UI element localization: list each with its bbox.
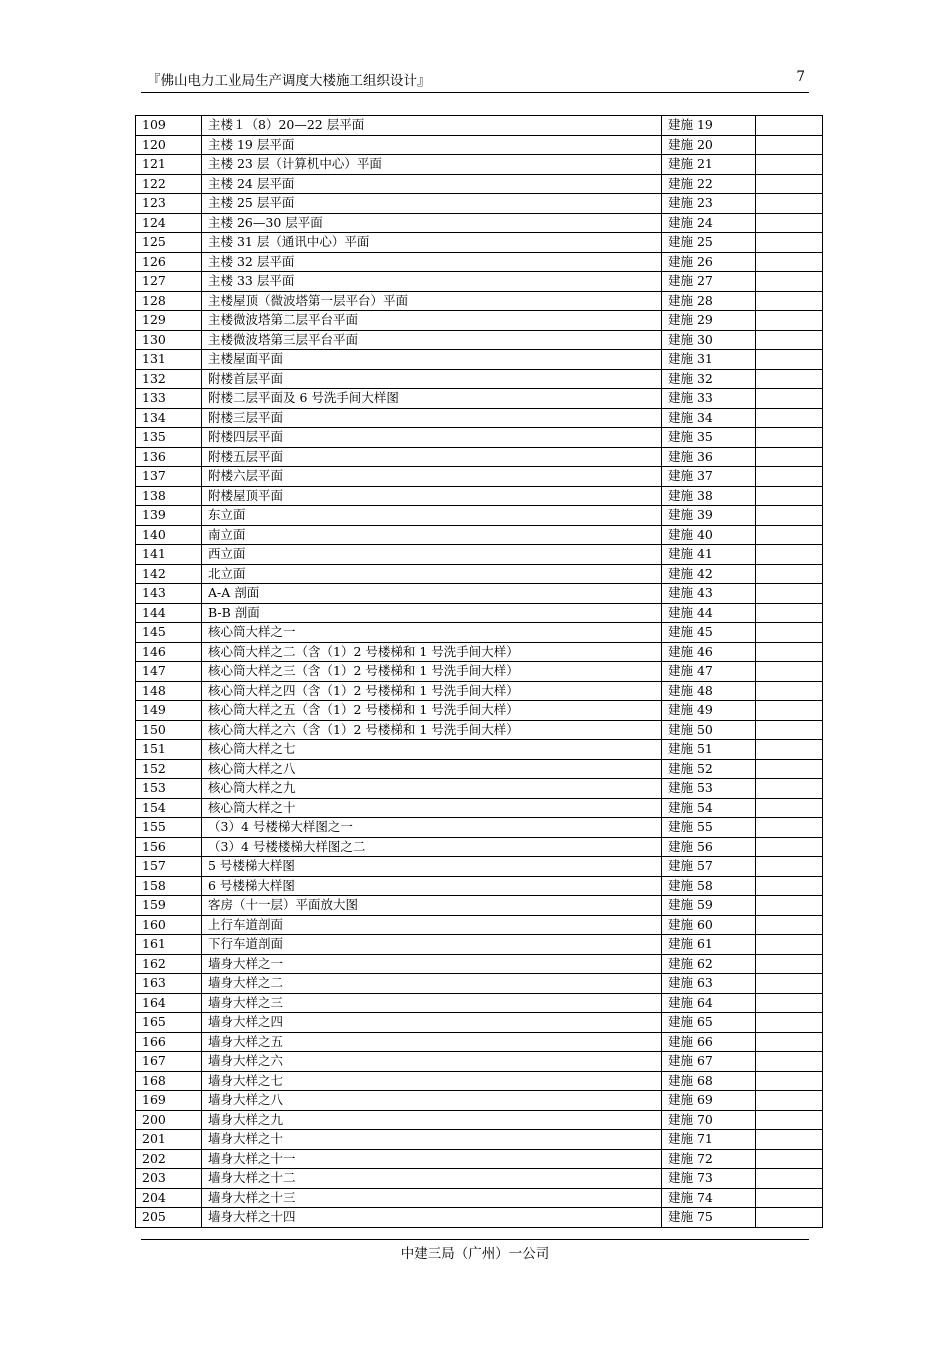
drawing-name-cell: 主楼 26—30 层平面 [202,213,662,233]
remarks-cell [756,896,823,916]
drawing-code-cell: 建施 31 [662,350,756,370]
drawing-code-cell: 建施 26 [662,252,756,272]
drawing-name-cell: A-A 剖面 [202,584,662,604]
remarks-cell [756,915,823,935]
drawing-name-cell: 附楼屋顶平面 [202,486,662,506]
table-row [136,174,823,194]
row-number-cell: 128 [136,291,202,311]
drawing-name-cell: 附楼二层平面及 6 号洗手间大样图 [202,389,662,409]
table-row [136,584,823,604]
remarks-cell [756,428,823,448]
remarks-cell [756,174,823,194]
row-number-cell: 203 [136,1169,202,1189]
table-row [136,681,823,701]
drawing-name-cell: 客房（十一层）平面放大图 [202,896,662,916]
drawing-code-cell: 建施 61 [662,935,756,955]
row-number-cell: 138 [136,486,202,506]
row-number-cell: 145 [136,623,202,643]
drawing-name-cell: 附楼三层平面 [202,408,662,428]
remarks-cell [756,291,823,311]
drawing-code-cell: 建施 67 [662,1052,756,1072]
drawing-code-cell: 建施 45 [662,623,756,643]
table-row [136,525,823,545]
remarks-cell [756,1149,823,1169]
row-number-cell: 161 [136,935,202,955]
table-row [136,272,823,292]
table-row [136,759,823,779]
drawing-code-cell: 建施 71 [662,1130,756,1150]
drawing-code-cell: 建施 51 [662,740,756,760]
row-number-cell: 202 [136,1149,202,1169]
table-row [136,1032,823,1052]
drawing-code-cell: 建施 48 [662,681,756,701]
remarks-cell [756,1169,823,1189]
drawing-name-cell: 核心筒大样之五（含（1）2 号楼梯和 1 号洗手间大样） [202,701,662,721]
drawing-code-cell: 建施 49 [662,701,756,721]
remarks-cell [756,662,823,682]
drawing-code-cell: 建施 33 [662,389,756,409]
row-number-cell: 139 [136,506,202,526]
drawing-name-cell: 墙身大样之四 [202,1013,662,1033]
row-number-cell: 136 [136,447,202,467]
row-number-cell: 156 [136,837,202,857]
remarks-cell [756,1188,823,1208]
row-number-cell: 123 [136,194,202,214]
row-number-cell: 121 [136,155,202,175]
drawing-name-cell: 核心筒大样之七 [202,740,662,760]
table-row [136,447,823,467]
drawing-code-cell: 建施 21 [662,155,756,175]
row-number-cell: 157 [136,857,202,877]
remarks-cell [756,233,823,253]
table-row [136,818,823,838]
drawing-name-cell: 主楼微波塔第三层平台平面 [202,330,662,350]
table-row [136,1130,823,1150]
drawing-code-cell: 建施 29 [662,311,756,331]
drawing-code-cell: 建施 59 [662,896,756,916]
drawing-code-cell: 建施 57 [662,857,756,877]
row-number-cell: 162 [136,954,202,974]
drawing-code-cell: 建施 38 [662,486,756,506]
drawing-name-cell: 附楼六层平面 [202,467,662,487]
drawing-code-cell: 建施 47 [662,662,756,682]
drawing-code-cell: 建施 28 [662,291,756,311]
remarks-cell [756,1071,823,1091]
drawing-name-cell: 墙身大样之十 [202,1130,662,1150]
table-row [136,740,823,760]
drawing-name-cell: （3）4 号楼梯大样图之一 [202,818,662,838]
drawing-name-cell: 主楼 32 层平面 [202,252,662,272]
drawing-code-cell: 建施 66 [662,1032,756,1052]
table-row [136,252,823,272]
row-number-cell: 141 [136,545,202,565]
drawing-code-cell: 建施 23 [662,194,756,214]
drawing-name-cell: 核心筒大样之十 [202,798,662,818]
row-number-cell: 148 [136,681,202,701]
table-row [136,486,823,506]
row-number-cell: 125 [136,233,202,253]
drawing-code-cell: 建施 20 [662,135,756,155]
table-row [136,408,823,428]
drawing-code-cell: 建施 69 [662,1091,756,1111]
remarks-cell [756,213,823,233]
drawing-name-cell: 墙身大样之五 [202,1032,662,1052]
remarks-cell [756,642,823,662]
row-number-cell: 152 [136,759,202,779]
row-number-cell: 201 [136,1130,202,1150]
drawing-code-cell: 建施 56 [662,837,756,857]
row-number-cell: 159 [136,896,202,916]
remarks-cell [756,194,823,214]
remarks-cell [756,740,823,760]
drawing-name-cell: 主楼１（8）20—22 层平面 [202,116,662,136]
row-number-cell: 137 [136,467,202,487]
remarks-cell [756,506,823,526]
drawing-code-cell: 建施 53 [662,779,756,799]
table-row [136,1110,823,1130]
drawing-name-cell: 主楼 31 层（通讯中心）平面 [202,233,662,253]
drawing-code-cell: 建施 55 [662,818,756,838]
table-row [136,720,823,740]
row-number-cell: 109 [136,116,202,136]
drawing-name-cell: 主楼 33 层平面 [202,272,662,292]
remarks-cell [756,701,823,721]
remarks-cell [756,603,823,623]
remarks-cell [756,779,823,799]
table-row [136,857,823,877]
row-number-cell: 126 [136,252,202,272]
remarks-cell [756,720,823,740]
drawing-name-cell: 主楼屋顶（微波塔第一层平台）平面 [202,291,662,311]
remarks-cell [756,369,823,389]
remarks-cell [756,330,823,350]
table-row [136,954,823,974]
table-row [136,330,823,350]
drawing-list-table [135,115,823,1228]
drawing-code-cell: 建施 30 [662,330,756,350]
drawing-list-body [136,116,823,1228]
drawing-name-cell: 核心筒大样之四（含（1）2 号楼梯和 1 号洗手间大样） [202,681,662,701]
drawing-name-cell: B-B 剖面 [202,603,662,623]
page-header [141,66,809,93]
table-row [136,1188,823,1208]
row-number-cell: 150 [136,720,202,740]
row-number-cell: 147 [136,662,202,682]
row-number-cell: 168 [136,1071,202,1091]
row-number-cell: 124 [136,213,202,233]
table-row [136,935,823,955]
table-row [136,506,823,526]
drawing-code-cell: 建施 22 [662,174,756,194]
remarks-cell [756,974,823,994]
table-row [136,311,823,331]
drawing-code-cell: 建施 63 [662,974,756,994]
drawing-code-cell: 建施 64 [662,993,756,1013]
row-number-cell: 140 [136,525,202,545]
row-number-cell: 204 [136,1188,202,1208]
table-row [136,350,823,370]
drawing-code-cell: 建施 75 [662,1208,756,1228]
drawing-name-cell: 核心筒大样之六（含（1）2 号楼梯和 1 号洗手间大样） [202,720,662,740]
remarks-cell [756,389,823,409]
drawing-name-cell: 主楼 25 层平面 [202,194,662,214]
table-row [136,291,823,311]
drawing-name-cell: 墙身大样之十一 [202,1149,662,1169]
row-number-cell: 166 [136,1032,202,1052]
drawing-name-cell: （3）4 号楼楼梯大样图之二 [202,837,662,857]
drawing-name-cell: 核心筒大样之二（含（1）2 号楼梯和 1 号洗手间大样） [202,642,662,662]
remarks-cell [756,993,823,1013]
row-number-cell: 205 [136,1208,202,1228]
table-row [136,974,823,994]
drawing-name-cell: 主楼 24 层平面 [202,174,662,194]
remarks-cell [756,155,823,175]
drawing-code-cell: 建施 32 [662,369,756,389]
table-row [136,876,823,896]
drawing-name-cell: 墙身大样之十四 [202,1208,662,1228]
drawing-name-cell: 主楼 19 层平面 [202,135,662,155]
row-number-cell: 200 [136,1110,202,1130]
table-row [136,798,823,818]
remarks-cell [756,1013,823,1033]
drawing-name-cell: 北立面 [202,564,662,584]
row-number-cell: 122 [136,174,202,194]
drawing-name-cell: 墙身大样之十三 [202,1188,662,1208]
remarks-cell [756,1130,823,1150]
drawing-code-cell: 建施 70 [662,1110,756,1130]
drawing-code-cell: 建施 60 [662,915,756,935]
drawing-code-cell: 建施 40 [662,525,756,545]
row-number-cell: 135 [136,428,202,448]
remarks-cell [756,252,823,272]
remarks-cell [756,545,823,565]
drawing-code-cell: 建施 73 [662,1169,756,1189]
drawing-name-cell: 附楼四层平面 [202,428,662,448]
drawing-name-cell: 墙身大样之三 [202,993,662,1013]
drawing-name-cell: 主楼微波塔第二层平台平面 [202,311,662,331]
drawing-name-cell: 核心筒大样之一 [202,623,662,643]
table-row [136,603,823,623]
row-number-cell: 164 [136,993,202,1013]
drawing-code-cell: 建施 39 [662,506,756,526]
remarks-cell [756,135,823,155]
table-row [136,896,823,916]
drawing-code-cell: 建施 42 [662,564,756,584]
drawing-name-cell: 西立面 [202,545,662,565]
row-number-cell: 144 [136,603,202,623]
table-row [136,135,823,155]
remarks-cell [756,623,823,643]
drawing-code-cell: 建施 19 [662,116,756,136]
remarks-cell [756,818,823,838]
drawing-code-cell: 建施 41 [662,545,756,565]
remarks-cell [756,1208,823,1228]
row-number-cell: 143 [136,584,202,604]
row-number-cell: 133 [136,389,202,409]
row-number-cell: 169 [136,1091,202,1111]
company-name: 中建三局（广州）一公司 [400,1246,550,1262]
drawing-name-cell: 核心筒大样之九 [202,779,662,799]
drawing-code-cell: 建施 50 [662,720,756,740]
drawing-name-cell: 墙身大样之十二 [202,1169,662,1189]
table-row [136,1052,823,1072]
drawing-name-cell: 墙身大样之七 [202,1071,662,1091]
drawing-code-cell: 建施 58 [662,876,756,896]
table-row [136,213,823,233]
row-number-cell: 134 [136,408,202,428]
table-row [136,837,823,857]
table-row [136,116,823,136]
drawing-code-cell: 建施 27 [662,272,756,292]
remarks-cell [756,759,823,779]
row-number-cell: 160 [136,915,202,935]
drawing-code-cell: 建施 72 [662,1149,756,1169]
row-number-cell: 167 [136,1052,202,1072]
drawing-name-cell: 主楼 23 层（计算机中心）平面 [202,155,662,175]
table-row [136,1149,823,1169]
table-row [136,1013,823,1033]
table-row [136,662,823,682]
drawing-name-cell: 墙身大样之六 [202,1052,662,1072]
drawing-name-cell: 墙身大样之一 [202,954,662,974]
drawing-name-cell: 5 号楼梯大样图 [202,857,662,877]
row-number-cell: 149 [136,701,202,721]
table-row [136,1071,823,1091]
drawing-name-cell: 下行车道剖面 [202,935,662,955]
remarks-cell [756,935,823,955]
drawing-code-cell: 建施 36 [662,447,756,467]
drawing-name-cell: 附楼首层平面 [202,369,662,389]
remarks-cell [756,486,823,506]
row-number-cell: 165 [136,1013,202,1033]
drawing-code-cell: 建施 65 [662,1013,756,1033]
remarks-cell [756,837,823,857]
row-number-cell: 129 [136,311,202,331]
table-row [136,623,823,643]
table-row [136,1091,823,1111]
drawing-code-cell: 建施 34 [662,408,756,428]
table-row [136,233,823,253]
row-number-cell: 158 [136,876,202,896]
table-row [136,467,823,487]
drawing-name-cell: 主楼屋面平面 [202,350,662,370]
remarks-cell [756,584,823,604]
drawing-name-cell: 墙身大样之九 [202,1110,662,1130]
row-number-cell: 127 [136,272,202,292]
drawing-name-cell: 墙身大样之八 [202,1091,662,1111]
table-row [136,155,823,175]
drawing-name-cell: 核心筒大样之三（含（1）2 号楼梯和 1 号洗手间大样） [202,662,662,682]
row-number-cell: 142 [136,564,202,584]
document-title: 『佛山电力工业局生产调度大楼施工组织设计』 [147,73,431,89]
remarks-cell [756,447,823,467]
row-number-cell: 163 [136,974,202,994]
remarks-cell [756,116,823,136]
drawing-code-cell: 建施 43 [662,584,756,604]
table-row [136,993,823,1013]
table-row [136,564,823,584]
table-row [136,369,823,389]
remarks-cell [756,857,823,877]
drawing-code-cell: 建施 62 [662,954,756,974]
remarks-cell [756,564,823,584]
remarks-cell [756,681,823,701]
row-number-cell: 153 [136,779,202,799]
drawing-name-cell: 附楼五层平面 [202,447,662,467]
row-number-cell: 130 [136,330,202,350]
drawing-name-cell: 6 号楼梯大样图 [202,876,662,896]
row-number-cell: 151 [136,740,202,760]
drawing-name-cell: 上行车道剖面 [202,915,662,935]
table-row [136,545,823,565]
remarks-cell [756,876,823,896]
table-row [136,1169,823,1189]
drawing-code-cell: 建施 37 [662,467,756,487]
remarks-cell [756,1110,823,1130]
drawing-code-cell: 建施 44 [662,603,756,623]
table-row [136,701,823,721]
drawing-code-cell: 建施 68 [662,1071,756,1091]
remarks-cell [756,1032,823,1052]
page-footer [141,1239,809,1262]
remarks-cell [756,954,823,974]
row-number-cell: 120 [136,135,202,155]
remarks-cell [756,408,823,428]
table-row [136,779,823,799]
drawing-name-cell: 南立面 [202,525,662,545]
remarks-cell [756,311,823,331]
remarks-cell [756,272,823,292]
drawing-code-cell: 建施 25 [662,233,756,253]
row-number-cell: 131 [136,350,202,370]
table-row [136,642,823,662]
remarks-cell [756,1091,823,1111]
row-number-cell: 155 [136,818,202,838]
remarks-cell [756,798,823,818]
page-number: 7 [796,69,805,85]
remarks-cell [756,525,823,545]
remarks-cell [756,1052,823,1072]
drawing-code-cell: 建施 74 [662,1188,756,1208]
drawing-name-cell: 东立面 [202,506,662,526]
table-row [136,1208,823,1228]
drawing-code-cell: 建施 52 [662,759,756,779]
remarks-cell [756,350,823,370]
drawing-code-cell: 建施 35 [662,428,756,448]
remarks-cell [756,467,823,487]
drawing-code-cell: 建施 24 [662,213,756,233]
table-row [136,915,823,935]
row-number-cell: 154 [136,798,202,818]
table-row [136,194,823,214]
drawing-name-cell: 墙身大样之二 [202,974,662,994]
drawing-code-cell: 建施 54 [662,798,756,818]
drawing-name-cell: 核心筒大样之八 [202,759,662,779]
row-number-cell: 146 [136,642,202,662]
table-row [136,428,823,448]
row-number-cell: 132 [136,369,202,389]
table-row [136,389,823,409]
drawing-code-cell: 建施 46 [662,642,756,662]
